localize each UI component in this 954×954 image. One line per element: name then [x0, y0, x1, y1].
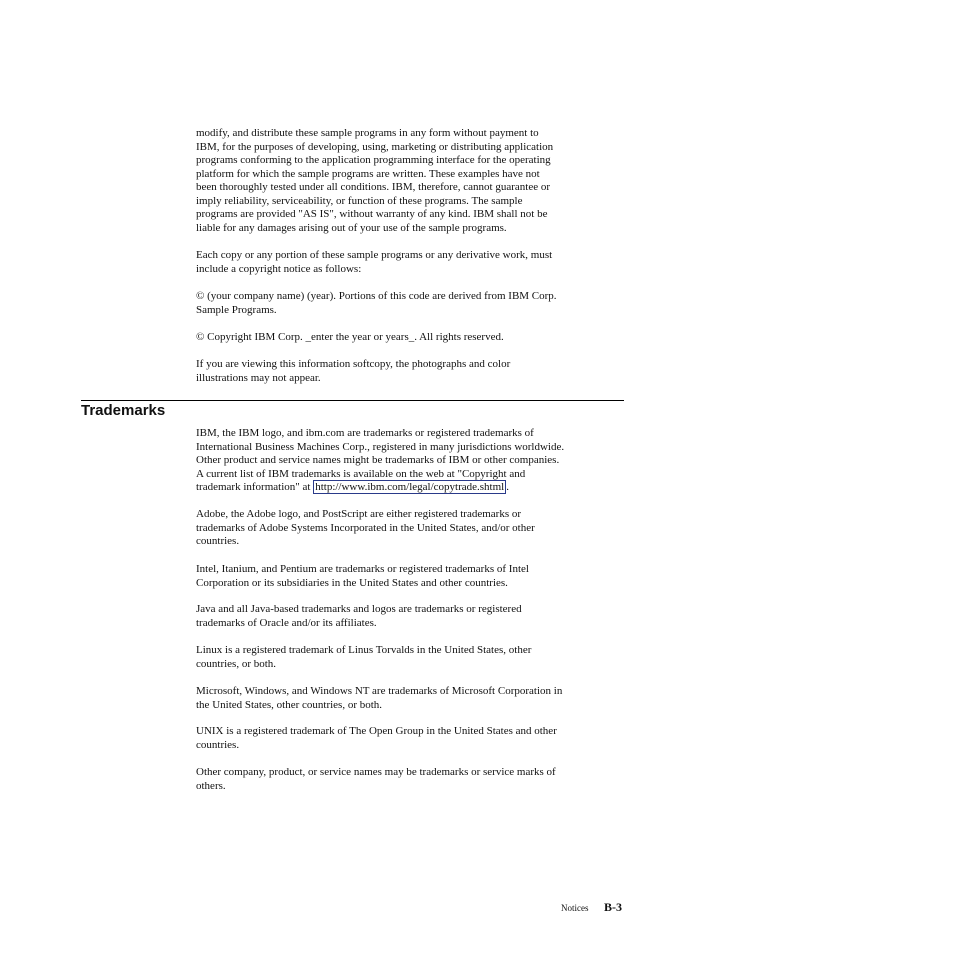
text-line: © Copyright IBM Corp. _enter the year or years_. All rights reserved. — [196, 331, 504, 343]
text-line: Sample Programs. — [196, 303, 277, 316]
text-line: Other product and service names might be trademarks of IBM or other companies. — [196, 454, 560, 466]
text-line: the United States, other countries, or both. — [196, 698, 383, 711]
intel-trademark-paragraph — [196, 563, 626, 590]
text-line: programs are provided "AS IS", without warranty of any kind. IBM shall not be — [196, 208, 548, 220]
text-line: trademarks of Oracle and/or its affiliates. — [196, 616, 377, 629]
text-line: Corporation or its subsidiaries in the United States and other countries. — [196, 576, 508, 589]
text-line-with-link — [196, 481, 626, 495]
text-line: © (your company name) (year). Portions of this code are derived from IBM Corp. — [196, 290, 557, 302]
text-line: countries. — [196, 738, 240, 751]
copytrade-link[interactable]: http://www.ibm.com/legal/copytrade.shtml — [315, 481, 505, 493]
company-copyright-paragraph — [196, 290, 626, 317]
ibm-trademark-paragraph — [196, 427, 626, 495]
link-prefix-text: trademark information" at — [196, 481, 314, 493]
softcopy-paragraph — [196, 358, 626, 385]
text-line: Microsoft, Windows, and Windows NT are trademarks of Microsoft Corporation in — [196, 685, 563, 697]
trademarks-heading: Trademarks — [81, 402, 166, 419]
text-line: International Business Machines Corp., registered in many jurisdictions worldwide. — [196, 440, 565, 453]
text-line: Intel, Itanium, and Pentium are trademarks or registered trademarks of Intel — [196, 563, 529, 575]
text-line: countries, or both. — [196, 657, 277, 670]
footer-page-number: B-3 — [604, 900, 622, 914]
unix-trademark-paragraph — [196, 725, 626, 752]
text-line: others. — [196, 779, 226, 792]
text-line: countries. — [196, 535, 240, 547]
copy-notice-paragraph — [196, 249, 626, 276]
text-line: imply reliability, serviceability, or function of these programs. The sample — [196, 194, 523, 207]
text-line: include a copyright notice as follows: — [196, 262, 362, 275]
text-line: illustrations may not appear. — [196, 371, 321, 384]
text-line: liable for any damages arising out of your use of the sample programs. — [196, 221, 507, 234]
text-line: IBM, the IBM logo, and ibm.com are trademarks or registered trademarks of — [196, 427, 534, 439]
linux-trademark-paragraph — [196, 644, 626, 671]
text-line: Linux is a registered trademark of Linus Torvalds in the United States, other — [196, 644, 532, 656]
text-line: Adobe, the Adobe logo, and PostScript are either registered trademarks or — [196, 508, 522, 520]
text-line: UNIX is a registered trademark of The Open Group in the United States and other — [196, 725, 557, 737]
footer-section-label: Notices — [561, 903, 589, 913]
text-line: platform for which the sample programs are written. These examples have not — [196, 167, 540, 180]
text-line: Each copy or any portion of these sample programs or any derivative work, must — [196, 249, 553, 261]
text-line: A current list of IBM trademarks is available on the web at "Copyright and — [196, 467, 526, 480]
microsoft-trademark-paragraph — [196, 685, 626, 712]
adobe-trademark-paragraph — [196, 508, 626, 549]
text-line: programs conforming to the application programming interface for the operating — [196, 154, 551, 166]
text-line: If you are viewing this information softcopy, the photographs and color — [196, 358, 511, 370]
link-suffix-text: . — [506, 481, 509, 493]
text-line: Other company, product, or service names may be trademarks or service marks of — [196, 766, 556, 778]
other-trademark-paragraph — [196, 766, 626, 793]
ibm-copyright-paragraph — [196, 331, 626, 345]
sample-programs-paragraph — [196, 127, 626, 235]
text-line: been thoroughly tested under all conditions. IBM, therefore, cannot guarantee or — [196, 181, 551, 193]
text-line: modify, and distribute these sample programs in any form without payment to — [196, 127, 539, 139]
java-trademark-paragraph — [196, 603, 626, 630]
text-line: IBM, for the purposes of developing, using, marketing or distributing application — [196, 140, 554, 153]
text-line: Java and all Java-based trademarks and logos are trademarks or registered — [196, 603, 522, 615]
text-line: trademarks of Adobe Systems Incorporated in the United States, and/or other — [196, 521, 535, 534]
